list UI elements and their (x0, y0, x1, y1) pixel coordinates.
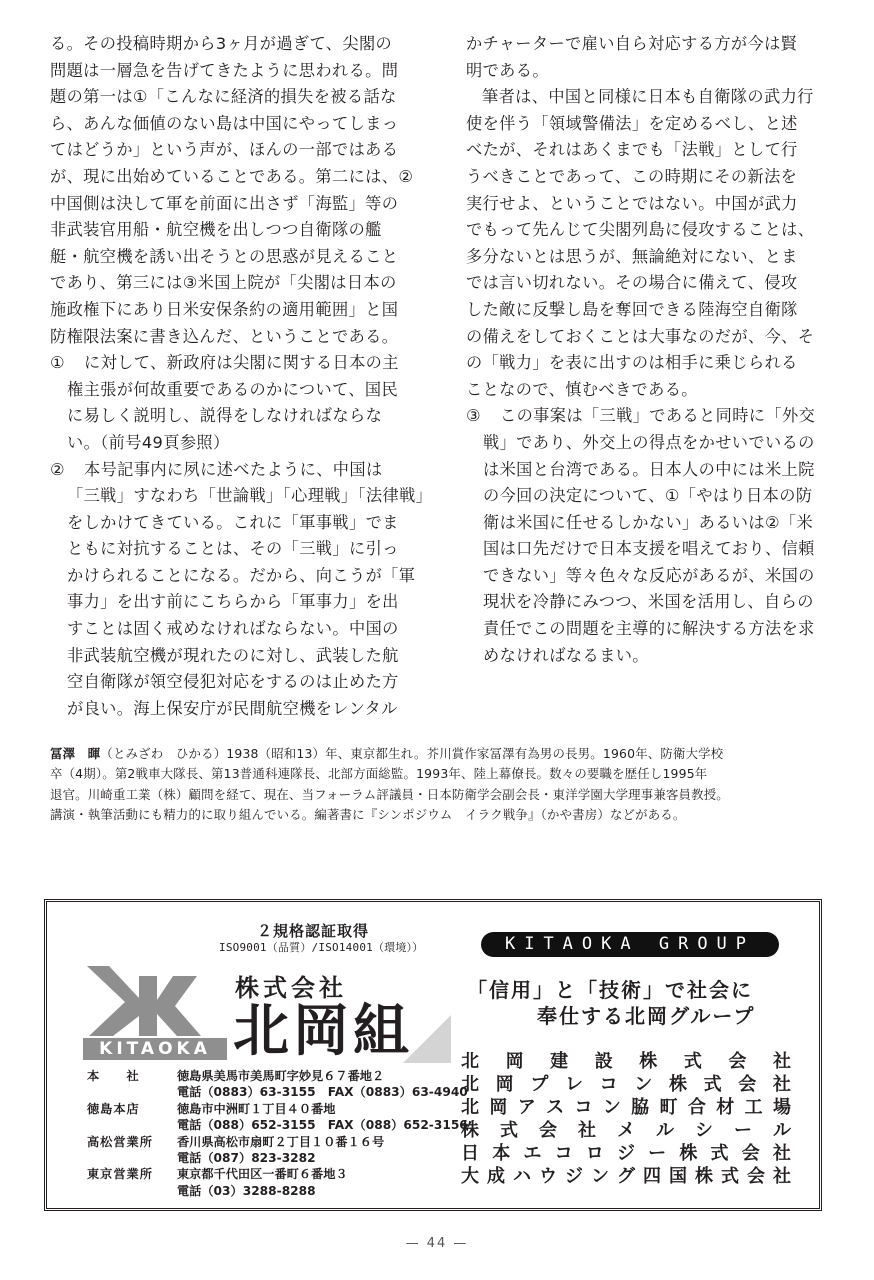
company-char: 日 (461, 1143, 479, 1164)
text-line: 空自衛隊が領空侵犯対応をするのは止めた方 (67, 672, 399, 692)
company-char: ジ (565, 1166, 583, 1187)
paragraph-author-view (466, 84, 836, 403)
text-line: に易しく説明し、説得をしなければならな (67, 406, 383, 426)
company-char: 場 (772, 1097, 791, 1118)
text-line: 「三戦」すなわち「世論戦」「心理戦」「法律戦」 (67, 486, 433, 506)
company-char: ウ (539, 1166, 557, 1187)
numbered-item-3 (466, 403, 836, 669)
company-char: ー (648, 1143, 667, 1164)
office-phone: 電話（087）823-3282 (177, 1151, 316, 1166)
company-char: 建 (550, 1051, 569, 1072)
group-company (461, 1142, 791, 1165)
bio-text: （とみざわ ひかる）1938（昭和13）年、東京都生れ。芥川賞作家冨澤有為男の長男。1960年、防衛大学校 (100, 746, 724, 761)
text-line: が良い。海上保安庁が民間航空機をレンタル (67, 698, 398, 718)
decorative-triangle-icon (403, 1015, 451, 1063)
text-line: でもって先んじて尖閣列島に侵攻することは、 (466, 220, 815, 240)
group-company (461, 1096, 791, 1119)
text-line: てはどうか」という声が、ほんの一部ではある (50, 140, 399, 160)
office-entry (87, 1166, 468, 1199)
text-line: ら、あんな価値のない島は中国にやってしまっ (50, 113, 399, 133)
text-line: 題の第一は①「こんなに経済的損失を被る話な (50, 87, 397, 107)
text-line: うべきことであって、この時期にその新法を (466, 166, 798, 186)
company-char: 設 (594, 1051, 613, 1072)
text-line: る。その投稿時期から3ヶ月が過ぎて、尖閣の (50, 34, 393, 53)
company-char: 町 (659, 1097, 678, 1118)
company-char: 材 (716, 1097, 735, 1118)
company-char: プ (530, 1074, 549, 1095)
certification-title: ２規格認証取得 (257, 922, 370, 940)
office-entry (87, 1101, 468, 1134)
text-line: 使を伴う「領域警備法」を定めるべし、と述 (466, 113, 798, 133)
company-char: 株 (679, 1143, 698, 1164)
company-char: 会 (728, 1051, 747, 1072)
text-line: 非武装航空機が現れたのに対し、武装した航 (67, 645, 399, 665)
office-phone: 電話（088）652-3155 FAX（088）652-3156 (177, 1118, 468, 1133)
item-number: ② (50, 459, 65, 479)
text-line: 責任でこの問題を主導的に解決する方法を求 (483, 619, 815, 639)
office-entry (87, 1134, 468, 1167)
company-char: 北 (461, 1074, 479, 1095)
company-char: ジ (616, 1143, 635, 1164)
office-address: 東京都千代田区一番町６番地３ (177, 1167, 348, 1182)
text-line: できない」等々色々な反応があるが、米国の (483, 565, 815, 585)
certification-subtitle: ISO9001（品質）/ISO14001（環境）） (219, 941, 424, 954)
text-line: であり、第三には③米国上院が「尖閣は日本の (50, 273, 397, 293)
company-char: 本 (492, 1143, 511, 1164)
company-char: ロ (585, 1143, 604, 1164)
company-char: 成 (487, 1166, 505, 1187)
company-char: コ (574, 1097, 593, 1118)
company-char: ハ (513, 1166, 531, 1187)
text-line: 艇・航空機を誘い出そうとの思惑が見えること (50, 246, 399, 266)
logo-wordmark: KITAOKA (83, 1038, 227, 1060)
text-line: 国は口先だけで日本支援を唱えており、信頼 (483, 539, 815, 559)
office-label: 高松営業所 (87, 1134, 153, 1149)
text-line: ともに対抗することは、その「三戦」に引っ (67, 539, 399, 559)
company-char: 会 (741, 1143, 760, 1164)
company-char: ー (734, 1120, 752, 1141)
text-line: 本号記事内に夙に述べたように、中国は (84, 459, 383, 479)
company-char: コ (599, 1074, 618, 1095)
company-char: 社 (772, 1074, 791, 1095)
text-line: 権主張が何故重要であるのかについて、国民 (67, 379, 399, 399)
text-line: は米国と台湾である。日本人の中には米上院 (483, 459, 815, 479)
text-line: 衛は米国に任せるしかない」あるいは②「米 (483, 512, 814, 532)
page-number: — 44 — (405, 1236, 469, 1251)
company-char: 式 (500, 1120, 518, 1141)
text-line: 問題は一層急を告げてきたように思われる。問 (50, 60, 399, 80)
company-char: 社 (772, 1051, 791, 1072)
text-line: の備えをしておくことは大事なのだが、今、そ (466, 326, 815, 346)
company-char: 株 (695, 1166, 713, 1187)
group-company (461, 1050, 791, 1073)
company-char: ン (634, 1074, 653, 1095)
text-line: 事力」を出す前にこちらから「軍事力」を出 (67, 592, 399, 612)
text-line: 多分ないとは思うが、無論絶対にない、とま (466, 246, 798, 266)
company-char: ス (546, 1097, 565, 1118)
office-label: 東京営業所 (87, 1167, 153, 1182)
office-phone: 電話（03）3288-8288 (177, 1183, 316, 1198)
company-char: 株 (639, 1051, 658, 1072)
office-label: 本 社 (87, 1069, 140, 1083)
slogan-line-2: 奉仕する北岡グループ (537, 1004, 756, 1028)
text-line: すことは固く戒めなければならない。中国の (67, 619, 399, 639)
company-char: 脇 (631, 1097, 650, 1118)
office-address: 徳島市中洲町１丁目４０番地 (177, 1101, 336, 1116)
text-line: べたが、それはあくまでも「法戦」として行 (466, 140, 798, 160)
company-char: グ (617, 1166, 635, 1187)
text-line: 現状を冷静にみつつ、米国を活用し、自らの (483, 592, 814, 612)
company-char: 式 (683, 1051, 702, 1072)
office-phone: 電話（0883）63-3155 FAX（0883）63-4940 (177, 1085, 468, 1100)
group-company-list (461, 1050, 791, 1188)
text-line: 非武装官用船・航空機を出しつつ自衛隊の艦 (50, 220, 382, 240)
text-line: かチャーターで雇い自ら対応する方が今は賢 (466, 34, 798, 53)
company-char: 社 (578, 1120, 596, 1141)
article-right-column (466, 31, 836, 669)
company-char: ン (591, 1166, 609, 1187)
company-char: 式 (710, 1143, 729, 1164)
office-address: 徳島県美馬市美馬町字妙見６７番地２ (177, 1069, 385, 1083)
company-char: 式 (703, 1074, 722, 1095)
text-line: の「戦力」を表に出すのは相手に乗じられる (466, 353, 798, 373)
kitaoka-advertisement (44, 899, 822, 1211)
company-char: 岡 (505, 1051, 524, 1072)
company-char: 社 (772, 1143, 791, 1164)
numbered-item-2 (50, 457, 433, 723)
text-line: 施政権下にあり日米安保条約の適用範囲」と国 (50, 299, 399, 319)
bio-line: 講演・執筆活動にも精力的に取り組んでいる。編著書に『シンポジウム イラク戦争』（かや書房）などがある。 (50, 806, 686, 822)
text-line: 戦」であり、外交上の得点をかせいでいるの (483, 432, 815, 452)
company-char: ル (773, 1120, 791, 1141)
company-char: メ (617, 1120, 635, 1141)
text-line: ことなので、慎むべきである。 (466, 379, 698, 399)
text-line: では言い切れない。その場合に備えて、侵攻 (466, 273, 798, 293)
company-char: 大 (461, 1166, 479, 1187)
author-name: 冨澤 暉 (50, 746, 101, 761)
company-char: 会 (738, 1074, 757, 1095)
company-char: レ (564, 1074, 583, 1095)
company-char: 工 (744, 1097, 763, 1118)
group-company (461, 1165, 791, 1188)
paragraph-continuation (466, 31, 836, 84)
company-char: ル (656, 1120, 674, 1141)
text-line: この事案は「三戦」であると同時に「外交 (500, 406, 816, 426)
author-bio (50, 744, 830, 825)
text-line: 防権限法案に書き込んだ、ということである。 (50, 326, 399, 346)
bio-line: 退官。川崎重工業（株）顧問を経て、現在、当フォーラム評議員・日本防衛学会副会長・東洋学園大学理事兼客員教授。 (50, 786, 729, 802)
text-line: した敵に反撃し島を奪回できる陸海空自衛隊 (466, 299, 798, 319)
company-char: 岡 (489, 1097, 508, 1118)
office-entry (87, 1068, 468, 1101)
text-line: 中国側は決して軍を前面に出さず「海監」等の (50, 193, 399, 213)
text-line: に対して、新政府は尖閣に関する日本の主 (84, 353, 399, 373)
paragraph-intro (50, 31, 414, 350)
office-address: 香川県高松市扇町２丁目１０番１６号 (177, 1134, 385, 1149)
bio-line: 卒（4期）。第2戦車大隊長、第13普通科連隊長、北部方面総監。1993年、陸上幕僚長。数々の要職を歴任し1995年 (50, 766, 708, 782)
numbered-item-1 (50, 350, 410, 456)
company-char: 株 (668, 1074, 687, 1095)
article-left-column (50, 31, 433, 722)
text-line: が、現に出始めていることである。第二には、② (50, 166, 414, 186)
company-char: 国 (669, 1166, 687, 1187)
bio-line (50, 744, 830, 764)
text-line: 実行せよ、ということではない。中国が武力 (466, 193, 798, 213)
company-name: 北岡組 (233, 999, 413, 1064)
text-line: をしかけてきている。これに「軍事戦」でま (67, 512, 399, 532)
company-char: 北 (461, 1051, 479, 1072)
office-label: 徳島本店 (87, 1101, 140, 1116)
group-badge: KITAOKA GROUP (481, 932, 779, 957)
company-char: シ (695, 1120, 713, 1141)
group-company (461, 1073, 791, 1096)
company-char: コ (554, 1143, 573, 1164)
text-line: 筆者は、中国と同様に日本も自衛隊の武力行 (482, 87, 814, 107)
company-char: 会 (539, 1120, 557, 1141)
company-char: 社 (773, 1166, 791, 1187)
company-char: 株 (461, 1120, 479, 1141)
company-char: 式 (721, 1166, 739, 1187)
text-line: かけられることになる。だから、向こうが「軍 (67, 565, 416, 585)
text-line: い。（前号49頁参照） (67, 432, 230, 452)
company-char: 北 (461, 1097, 479, 1118)
group-company (461, 1119, 791, 1142)
item-number: ③ (466, 406, 481, 426)
company-char: ア (517, 1097, 536, 1118)
slogan-line-1: 「信用」と「技術」で社会に (467, 978, 753, 1002)
text-line: の今回の決定について、①「やはり日本の防 (483, 486, 813, 506)
company-char: 岡 (495, 1074, 514, 1095)
office-list (87, 1068, 468, 1199)
text-line: 明である。 (466, 60, 549, 80)
company-char: ン (602, 1097, 621, 1118)
company-char: 四 (643, 1166, 661, 1187)
corporation-type: 株式会社 (235, 974, 347, 1002)
text-line: めなければなるまい。 (483, 645, 649, 665)
company-char: 会 (747, 1166, 765, 1187)
item-number: ① (50, 353, 65, 373)
company-char: エ (523, 1143, 542, 1164)
company-char: 合 (687, 1097, 706, 1118)
